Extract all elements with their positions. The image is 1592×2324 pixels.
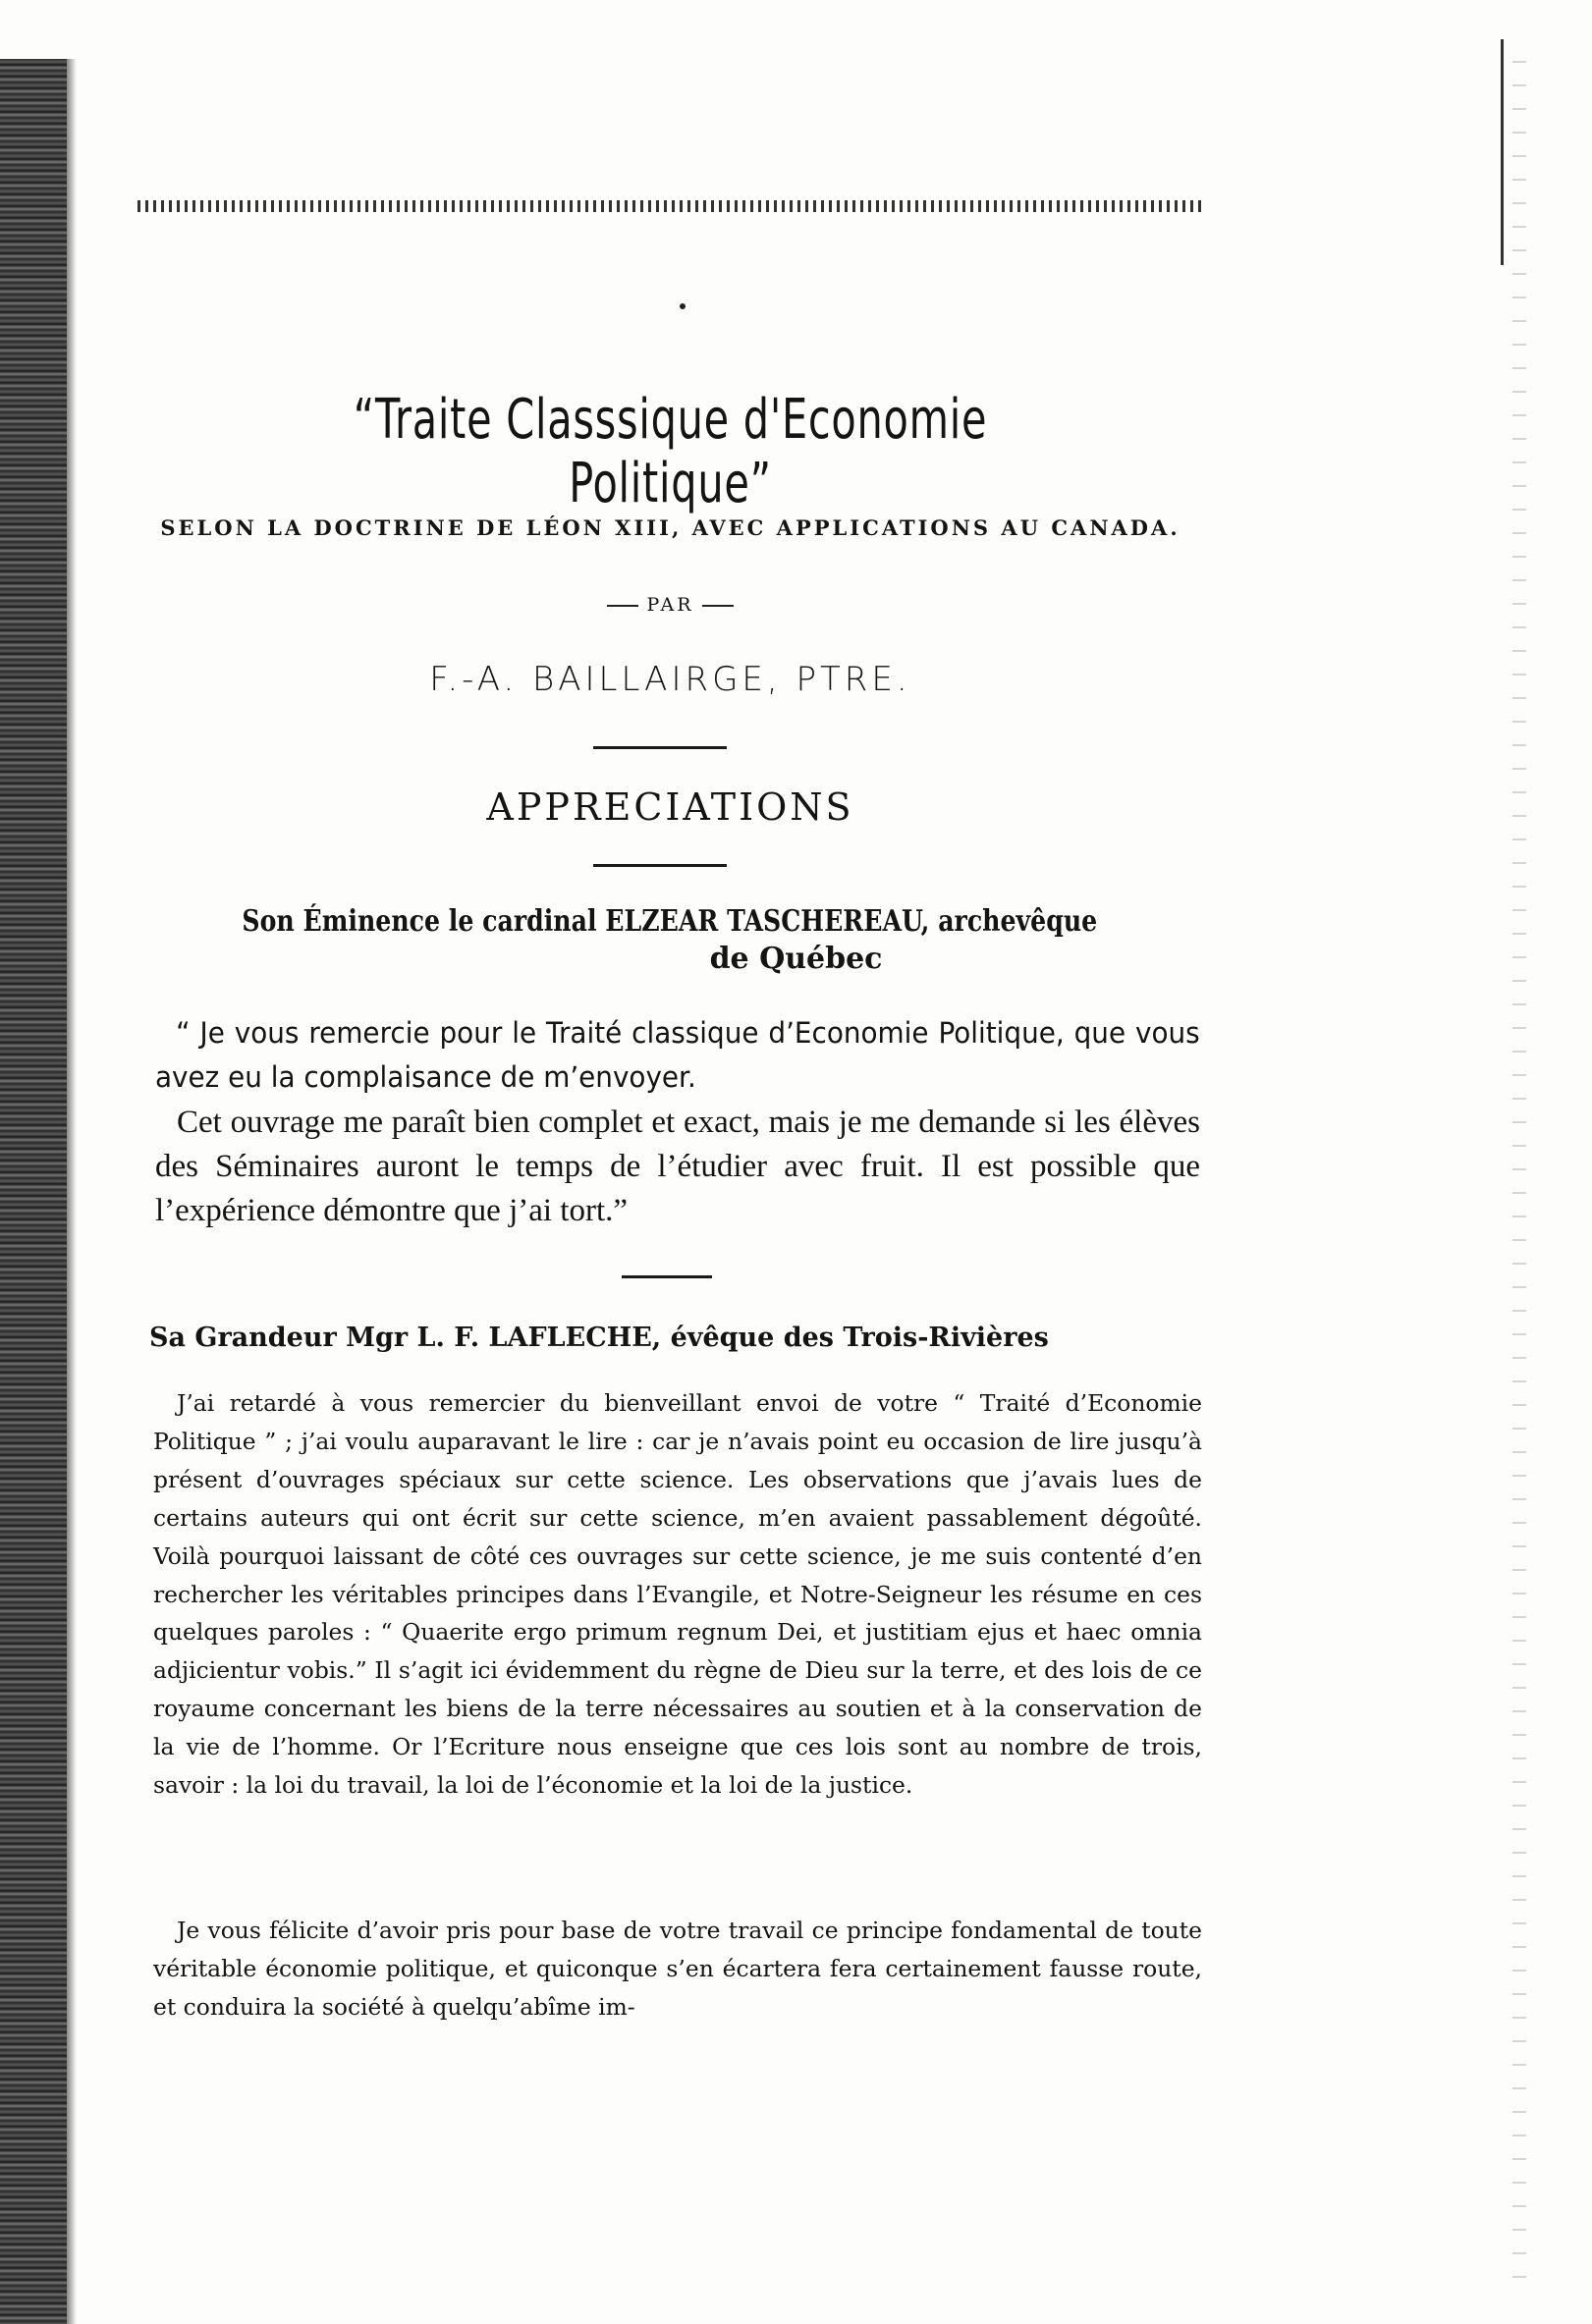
appreciation-heading: Sa Grandeur Mgr L. F. LAFLECHE, évêque des Trois-Rivières xyxy=(149,1323,1049,1353)
section-title: APPRECIATIONS xyxy=(486,785,854,829)
appreciation-heading-continued: de Québec xyxy=(709,942,883,976)
page-title: “Traite Classsique d'Economie Politique” xyxy=(353,388,988,515)
ornament-dot xyxy=(680,303,686,309)
right-margin-specks xyxy=(1512,39,1526,2297)
top-ornament-rule xyxy=(137,200,1203,212)
by-label: PAR xyxy=(137,594,1203,616)
book-spine-edge xyxy=(67,59,77,2324)
right-margin-mark xyxy=(1501,39,1504,265)
author-name: F.-A. BAILLAIRGE, PTRE. xyxy=(429,660,911,699)
letter-paragraph: J’ai retardé à vous remercier du bienveillant envoi de votre “ Traité d’Economie Politique ” ; j’ai voulu auparavant le lire : car je n’avais point eu occasion de lire jusqu’à présent d’ouvrages spéciaux sur cette science. Les observations que j’avais lues de certains auteurs qui ont écrit sur cette science, m’en avaient passablement dégoûté. Voilà pourquoi laissant de côté ces ouvrages sur cette science, je me suis contenté d’en rechercher les véritables principes dans l’Evangile, et Notre-Seigneur les résume en ces quelques paroles : “ Quaerite ergo primum regnum Dei, et justitiam ejus et haec omnia adjicientur vobis.” Il s’agit ici évidemment du règne de Dieu sur la terre, et des lois de ce royaume concernant les biens de la terre nécessaires au soutien et à la conservation de la vie de l’homme. Or l’Ecriture nous enseigne que ces lois sont au nombre de trois, savoir : la loi du travail, la loi de l’économie et la loi de la justice. xyxy=(153,1389,1202,1800)
page-subtitle: SELON LA DOCTRINE DE LÉON XIII, AVEC APPLICATIONS AU CANADA. xyxy=(160,515,1180,540)
letter-paragraph: Je vous félicite d’avoir pris pour base de votre travail ce principe fondamental de toute véritable économie politique, et quiconque s’en écartera fera certainement fausse route, et conduira la société à quelqu’abîme im- xyxy=(153,1917,1202,2021)
appreciation-heading: Son Éminence le cardinal ELZEAR TASCHEREAU, archevêque xyxy=(242,904,1098,939)
divider-rule xyxy=(593,864,727,867)
divider-rule xyxy=(622,1275,712,1278)
divider-rule xyxy=(593,746,727,749)
book-spine-shadow xyxy=(0,59,67,2324)
quote-paragraph: Cet ouvrage me paraît bien complet et exact, mais je me demande si les élèves des Séminaires auront le temps de l’étudier avec fruit. Il est possible que l’expérience démontre que j’ai tort.” xyxy=(155,1105,1200,1228)
quote-paragraph: “ Je vous remercie pour le Traité classique d’Economie Politique, que vous avez eu la complaisance de m’envoyer. xyxy=(155,1016,1200,1094)
